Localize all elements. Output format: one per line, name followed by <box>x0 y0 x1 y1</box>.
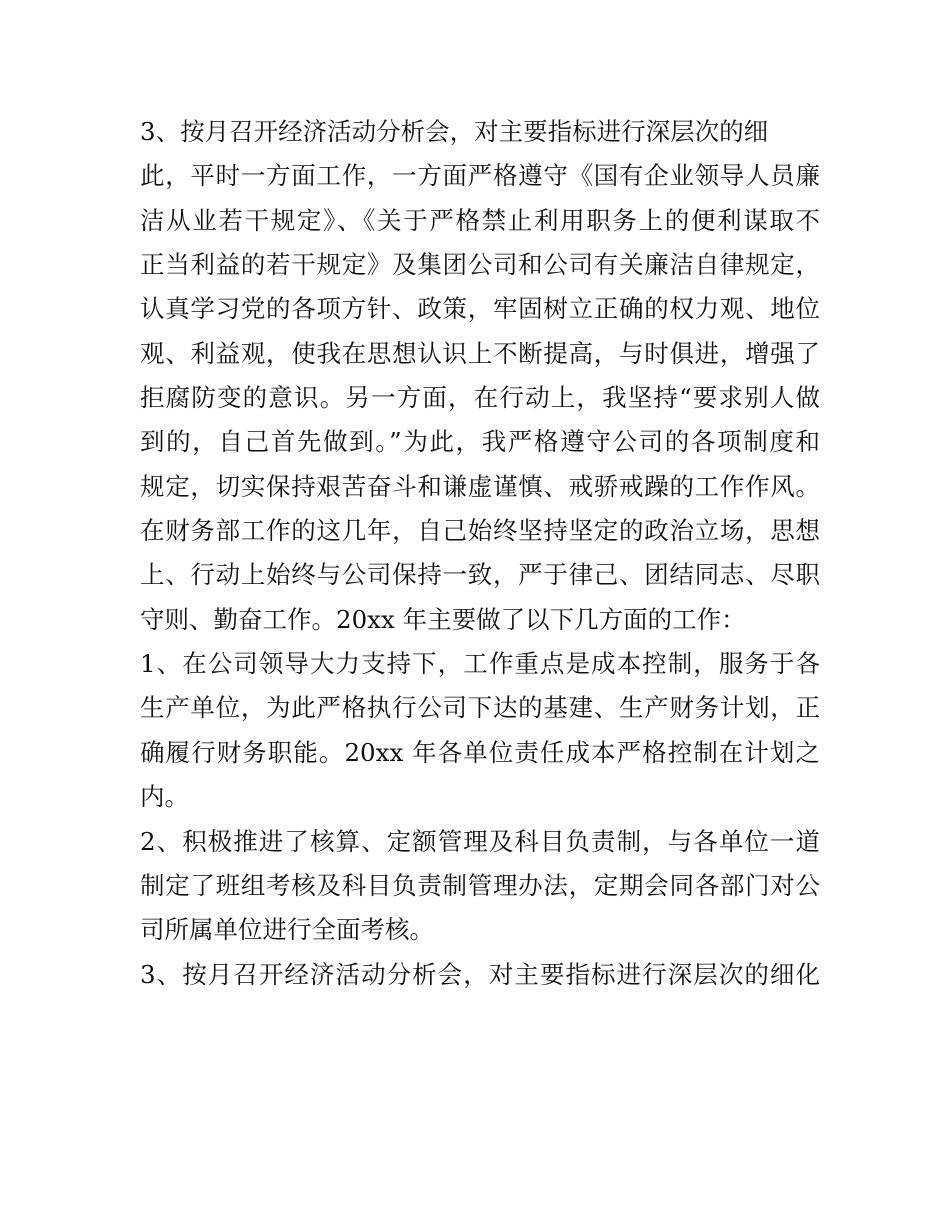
text-line: 规定，切实保持艰苦奋斗和谦虚谨慎、戒骄戒躁的工作作风。 <box>140 471 820 501</box>
text-line: 正当利益的若干规定》及集团公司和公司有关廉洁自律规定， <box>140 250 820 280</box>
text-line: 内。 <box>140 782 189 812</box>
document-body <box>140 110 820 997</box>
text-line: 制定了班组考核及科目负责制管理办法，定期会同各部门对公 <box>140 870 820 900</box>
text-line: 2、积极推进了核算、定额管理及科目负责制，与各单位一道 <box>140 826 820 856</box>
text-line: 观、利益观，使我在思想认识上不断提高，与时俱进，增强了 <box>140 338 820 368</box>
text-line: 3、按月召开经济活动分析会，对主要指标进行深层次的细化 <box>140 959 820 989</box>
text-line: 在财务部工作的这几年，自己始终坚持坚定的政治立场，思想 <box>140 516 820 546</box>
text-line: 拒腐防变的意识。另一方面，在行动上，我坚持“要求别人做 <box>140 383 820 413</box>
text-line: 3、按月召开经济活动分析会，对主要指标进行深层次的细 <box>140 117 769 146</box>
text-line: 上、行动上始终与公司保持一致，严于律己、团结同志、尽职 <box>140 560 820 590</box>
text-line: 守则、勤奋工作。20xx 年主要做了以下几方面的工作： <box>140 604 746 634</box>
text-line: 此，平时一方面工作，一方面严格遵守《国有企业领导人员廉 <box>140 161 820 191</box>
text-line: 生产单位，为此严格执行公司下达的基建、生产财务计划，正 <box>140 693 820 723</box>
text-line: 认真学习党的各项方针、政策，牢固树立正确的权力观、地位 <box>140 294 820 324</box>
text-line: 洁从业若干规定》、《关于严格禁止利用职务上的便利谋取不 <box>140 205 820 235</box>
text-line: 1、在公司领导大力支持下，工作重点是成本控制，服务于各 <box>140 649 820 679</box>
text-line: 到的，自己首先做到。”为此，我严格遵守公司的各项制度和 <box>140 427 820 457</box>
text-line: 确履行财务职能。20xx 年各单位责任成本严格控制在计划之 <box>140 737 820 767</box>
text-line: 司所属单位进行全面考核。 <box>140 915 434 945</box>
